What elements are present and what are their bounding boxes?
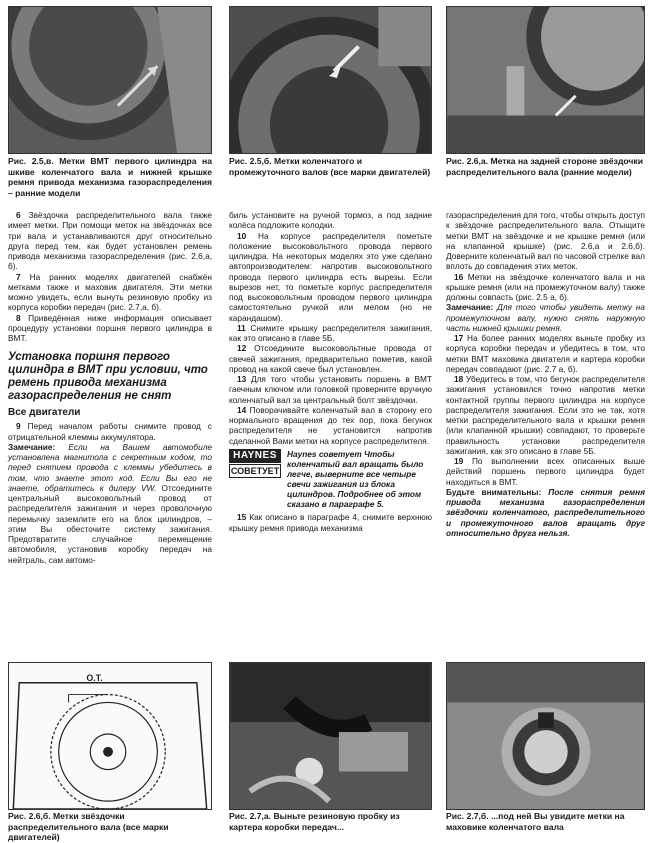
paragraph-continued: газораспределения для того, чтобы открыть доступ к звёздочке распределительного вала. Отыщите метки ВМТ на звёздочке и не крышке ремня (или на клапанной крышке) (рис. 2.6,а и 2.6,б). Доверните коленчатый вал по часовой стрелке вал вплоть до совпадения этих меток. [446,210,645,272]
caption-fig-2-7-b: Рис. 2.7,б. ...под ней Вы увидите метки на маховике коленчатого вала [446,811,625,832]
photo-flywheel-marks [446,662,645,810]
paragraph-16: Метки на звёздочке коленчатого вала и на крышке ремня (или на промежуточном валу) также должны совпасть (рис. 2.5 а, б). [446,271,645,302]
paragraph-number: 11 [237,322,246,333]
paragraph-continued: биль установите на ручной тормоз, а под задние колёса подложите колодки. [229,210,432,231]
paragraph-17: На более ранних моделях выньте пробку из корпуса коробки передач и убедитесь в том, что метки ВМТ маховика двигателя и картера коробки передач совпадают (рис. 2.7 а, б). [446,333,645,374]
paragraph-number: 9 [16,421,21,432]
haynes-logo [229,449,281,510]
photo-camshaft-sprocket-diagram [8,662,212,810]
paragraph-number: 13 [237,374,247,384]
section-heading: Установка поршня первого цилиндра в ВМТ при условии, что ремень привода механизма газораспределения не снят [8,351,208,403]
paragraph-number: 18 [454,374,464,384]
paragraph-18: Убедитесь в том, что бегунок распределителя зажигания установился точно напротив метки контактной группы первого цилиндра на корпусе распределителя зажигания. Если это не так, хотя метки распределительного вала и крышки ремня (или клапанной крышки) совпадают, то проверьте правильность установки распределителя зажигания, как это описано в главе 5Б. [446,374,645,456]
paragraph-12: Отсоедините высоковольтные провода от свечей зажигания, предварительно пометив, какой провод на какой свече был установлен. [229,343,432,374]
paragraph-number: 14 [237,404,247,415]
paragraph-number: 8 [16,312,21,323]
haynes-logo-top: HAYNES [229,449,281,463]
paragraph-10: На корпусе распределителя пометьте положение высоковольтного провода первого цилиндра. На некоторых моделях это уже сделано автопроизводителем: напротив высоковольтного провода первого цилиндра есть вырезы. Если вырезов нет, то пометьте корпус распределителя под высоковольтным проводом первого цилиндра самостоятельно ручкой или мелом (но не карандашом). [229,230,432,323]
caption-fig-2-6-b: Рис. 2.6,б. Метки звёздочки распределительного вала (все марки двигателей) [8,811,169,843]
paragraph-6: Звёздочка распределительного вала также имеет метки. При помощи меток на звёздочках все три вала и устанавливаются друг относительно друга перед тем, как будет установлен ремень привода механизма газораспределения (рис. 2.6,а, б). [8,210,213,272]
photo-intermediate-shaft-marks [229,6,432,154]
paragraph-number: 16 [454,271,464,282]
paragraph-number: 10 [237,230,247,241]
note-label: Замечание: [8,441,56,452]
paragraph-9: Перед началом работы снимите провод с отрицательной клеммы аккумулятора. [8,421,212,442]
caption-fig-2-5-b: Рис. 2.5,б. Метки коленчатого и промежуточного валов (все марки двигателей) [229,156,431,177]
caption-fig-2-6-a: Рис. 2.6,а. Метка на задней стороне звёздочки распределительного вала (ранние модели) [446,156,644,177]
warning-text: После снятия ремня привода механизма газораспределения звёздочки коленчатого, распределительного и промежуточного валов вращать друг относительно друга нельзя. [446,486,645,538]
paragraph-number: 15 [237,512,247,523]
paragraph-14: Поворачивайте коленчатый вал в сторону его нормального вращения до тех пор, пока бегунок распределителя не установится напротив сделанной Вами метки на корпусе распределителя. [229,404,432,446]
paragraph-8: Приведённая ниже информация описывает процедуру установки поршня первого цилиндра в ВМТ. [8,312,212,343]
note-text: Для того чтобы увидеть метку на промежуточном валу, нужно снять наружную часть нижней крышки ремня. [446,302,645,333]
intermediate-shaft-illustration [230,7,431,153]
diagram-label-ot: O.T. [86,672,103,683]
paragraph-11: Снимите крышку распределителя зажигания, как это описано в главе 5Б. [229,322,433,343]
photo-camshaft-sprocket-rear-mark [446,6,645,154]
photo-gearbox-rubber-plug [229,662,432,810]
paragraph-19: По выполнении всех описанных выше действий поршень первого цилиндра будет находиться в ВМТ. [446,456,646,487]
paragraph-number: 6 [16,210,21,220]
note-label: Замечание: [446,302,494,313]
text-column-1 [8,210,212,565]
text-column-2 [229,210,432,533]
warning-label: Будьте внимательны: [446,486,542,497]
paragraph-15: Как описано в параграфе 4, снимите верхнюю крышку ремня привода механизма [229,512,432,533]
note-text: Если на Вашем автомобиле установлена магнитола с секретным кодом, то перед снятием провода с клеммы убедитесь в том, что знаете этот код. Если Вы его не знаете, обратитесь к дилеру VW. [8,441,212,493]
haynes-tip-text: Haynes советует Чтобы коленчатый вал вращать было легче, выверните все четыре свечи зажигания из блока цилиндров. Подробнее об этом сказано в параграфе 5. [287,448,424,510]
flywheel-illustration [447,663,644,809]
paragraph-number: 19 [454,456,464,466]
text-column-3 [446,210,645,538]
haynes-tip-box [229,449,432,510]
caption-fig-2-7-a: Рис. 2.7,а. Выньте резиновую пробку из картера коробки передач... [229,811,400,832]
paragraph-13: Для того чтобы установить поршень в ВМТ гаечным ключом или головкой проверните вручную коленчатый вал за центральный болт звёздочки. [229,374,432,405]
paragraph-number: 7 [16,271,21,282]
caption-fig-2-5-v: Рис. 2.5,в. Метки ВМТ первого цилиндра на шкиве коленчатого вала и нижней крышке ремня привода механизма газораспределения – ранние модели [8,156,212,198]
camshaft-sprocket-illustration [447,7,644,153]
paragraph-7: На ранних моделях двигателей снабжён метками также и маховик двигателя. Эти метки можно увидеть, если вынуть резиновую пробку из корпуса коробки передач (рис. 2.7,а, б). [8,271,212,313]
gearbox-plug-illustration [230,663,431,809]
paragraph-9-cont: Отсоедините центральный высоковольтный провод от распределителя зажигания и через проволочную перемычку заземлите его на блок цилиндров, – этим Вы обесточите систему зажигания. Предотвратите случайное перемещение автомобиля, установив коробку передач на нейтраль, сам автомо- [8,482,212,565]
subsection-heading: Все двигатели [8,407,81,419]
camshaft-sprocket-diagram [9,663,211,809]
haynes-logo-bottom: СОВЕТУЕТ [229,464,281,478]
photo-crankshaft-pulley-marks [8,6,212,154]
crankshaft-pulley-illustration [9,7,211,153]
paragraph-number: 12 [237,343,247,354]
paragraph-number: 17 [454,333,464,343]
